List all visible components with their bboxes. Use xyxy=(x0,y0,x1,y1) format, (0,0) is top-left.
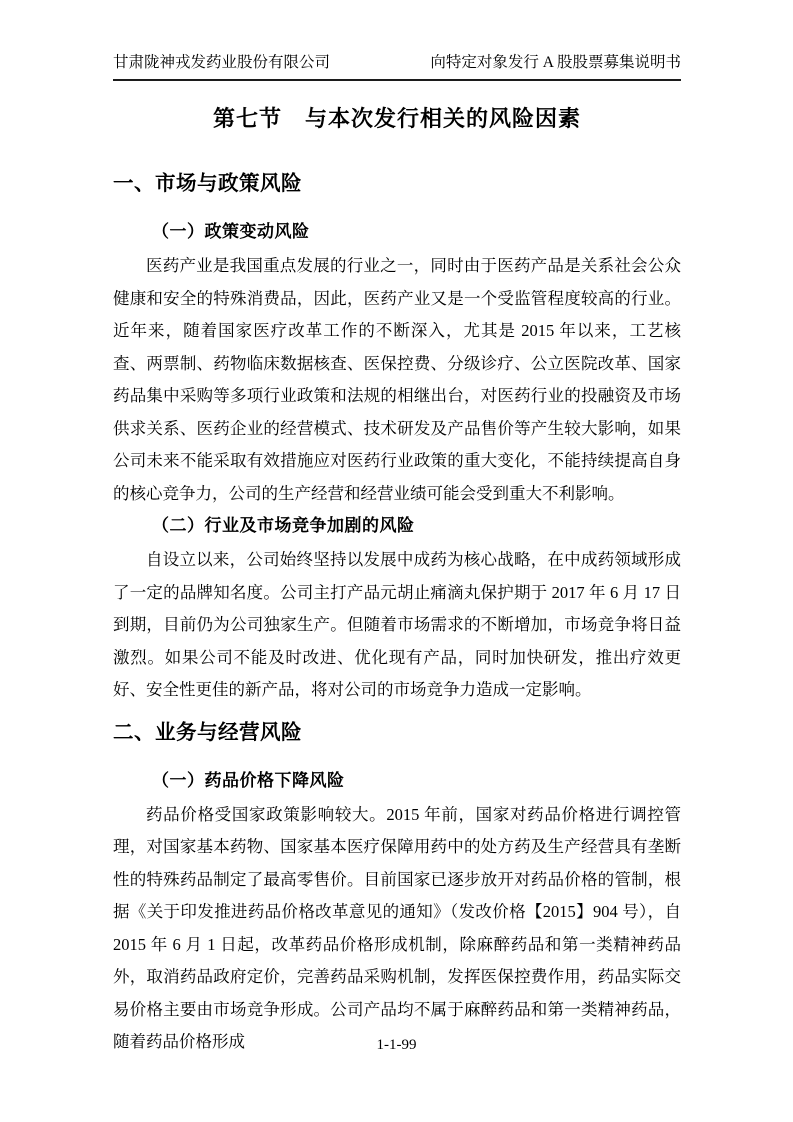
section-2-heading: 二、业务与经营风险 xyxy=(113,720,302,744)
subsection-2-1-heading: （一）药品价格下降风险 xyxy=(152,770,345,790)
subsection-1-2-paragraph: 自设立以来，公司始终坚持以发展中成药为核心战略，在中成药领域形成了一定的品牌知名度。公司主打产品元胡止痛滴丸保护期于 2017 年 6 月 17 日到期，目前仍为公司独家生产。但随着市场需求的不断增加，市场竞争将日益激烈。如果公司不能及时改进、优化现有产品，同时加快研发，推出疗效更好、安全性更佳的新产品，将对公司的市场竞争力造成一定影响。 xyxy=(113,550,681,699)
subsection-1-1-heading: （一）政策变动风险 xyxy=(152,222,310,241)
page-content xyxy=(113,96,681,1059)
subsection-1-1-paragraph: 医药产业是我国重点发展的行业之一，同时由于医药产品是关系社会公众健康和安全的特殊消费品，因此，医药产业又是一个受监管程度较高的行业。近年来，随着国家医疗改革工作的不断深入，尤其是 2015 年以来，工艺核查、两票制、药物临床数据核查、医保控费、分级诊疗、公立医院改革、国家药品集中采购等多项行业政策和法规的相继出台，对医药行业的投融资及市场供求关系、医药企业的经营模式、技术研发及产品售价等产生较大影响，如果公司未来不能采取有效措施应对医药行业政策的重大变化，不能持续提高自身的核心竞争力，公司的生产经营和经营业绩可能会受到重大不利影响。 xyxy=(113,256,681,503)
header-document-title: 向特定对象发行 A 股股票募集说明书 xyxy=(430,54,681,71)
subsection-2-1-paragraph: 药品价格受国家政策影响较大。2015 年前，国家对药品价格进行调控管理，对国家基本药物、国家基本医疗保障用药中的处方药及生产经营具有垄断性的特殊药品制定了最高零售价。目前国家已逐步放开对药品价格的管制，根据《关于印发推进药品价格改革意见的通知》（发改价格【2015】904 号），自 2015 年 6 月 1 日起，改革药品价格形成机制，除麻醉药品和第一类精神药品外，取消药品政府定价，完善药品采购机制，发挥医保控费作用，药品实际交易价格主要由市场竞争形成。公司产品均不属于麻醉药品和第一类精神药品，随着药品价格形成 xyxy=(113,804,681,1051)
section-1-heading: 一、市场与政策风险 xyxy=(113,172,302,195)
page-header xyxy=(113,50,681,81)
chapter-title: 第七节 与本次发行相关的风险因素 xyxy=(212,106,581,131)
header-company-name: 甘肃陇神戎发药业股份有限公司 xyxy=(113,54,331,71)
page-number: 1-1-99 xyxy=(376,1037,417,1053)
subsection-1-2-heading: （二）行业及市场竞争加剧的风险 xyxy=(152,516,415,535)
